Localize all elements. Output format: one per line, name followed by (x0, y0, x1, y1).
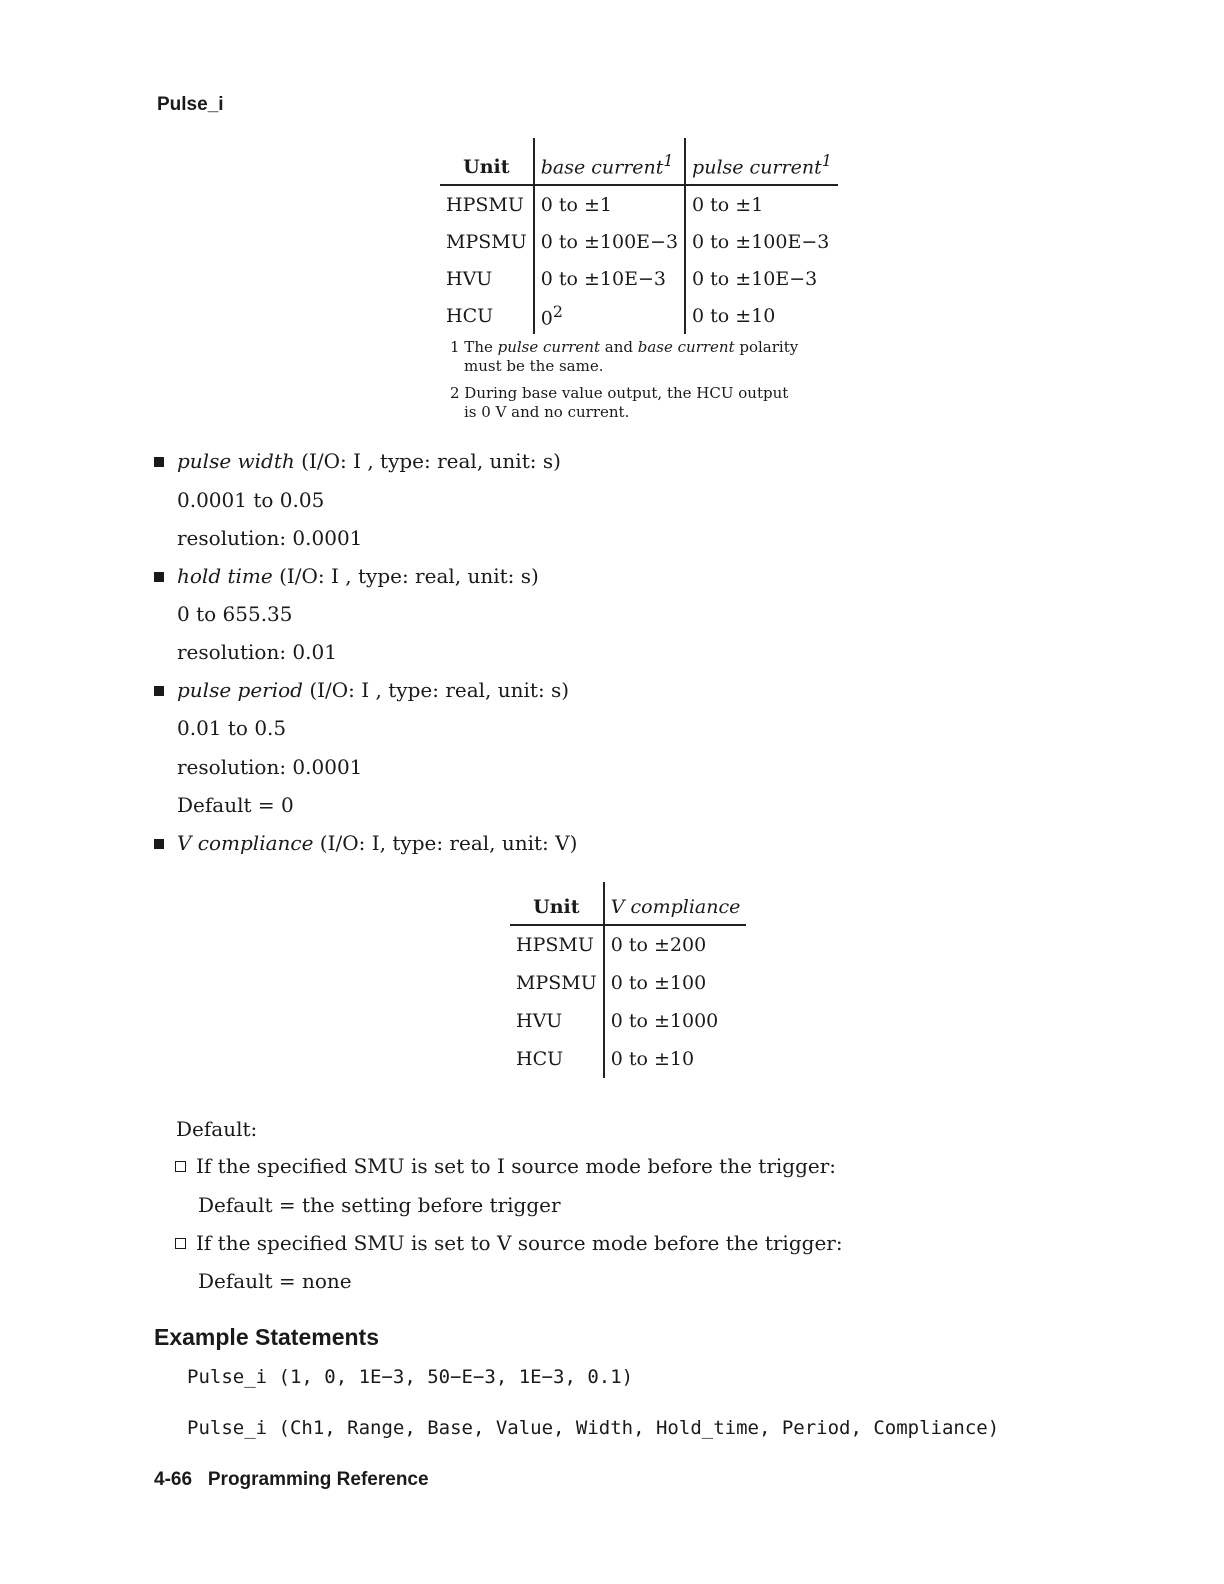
table-row (440, 297, 838, 334)
section-name: Programming Reference (207, 1469, 429, 1490)
unit-cell: HCU (446, 304, 494, 327)
unit-cell: HPSMU (446, 193, 524, 216)
default-condition-v-source: If the specified SMU is set to V source mode before the trigger: (175, 1231, 843, 1255)
footnote-ref: 2 (552, 301, 563, 321)
table-row (440, 260, 838, 297)
default-value-v-source: Default = none (198, 1269, 352, 1293)
base-current-cell: 0 to ±100E−3 (534, 223, 685, 260)
base-current-cell: $0^2$ (534, 297, 685, 334)
current-range-table (440, 138, 838, 334)
pulse-current-cell: 0 to ±1 (685, 185, 838, 223)
table-row (510, 964, 746, 1002)
unit-cell: MPSMU (446, 230, 527, 253)
default-condition-i-source: If the specified SMU is set to I source mode before the trigger: (175, 1154, 836, 1178)
param-v-compliance: V compliance (I/O: I, type: real, unit: V) (154, 831, 577, 855)
base-current-cell: 0 to ±1 (534, 185, 685, 223)
param-hold-time: hold time (I/O: I , type: real, unit: s) (154, 564, 539, 588)
pulse-width-range: 0.0001 to 0.05 (177, 488, 325, 512)
v-compliance-cell: 0 to ±1000 (604, 1002, 747, 1040)
table-row (440, 223, 838, 260)
v-compliance-cell: 0 to ±10 (604, 1040, 747, 1078)
hold-time-resolution: resolution: 0.01 (177, 640, 337, 664)
unit-cell: HVU (516, 1010, 563, 1032)
base-current-cell: 0 to ±10E−3 (534, 260, 685, 297)
param-pulse-period: pulse period (I/O: I , type: real, unit: s) (154, 678, 569, 702)
table-row (510, 1040, 746, 1078)
bullet-icon (154, 572, 164, 582)
v-compliance-cell: 0 to ±100 (604, 964, 747, 1002)
unit-cell: HCU (516, 1048, 564, 1070)
v-compliance-cell: 0 to ±200 (604, 925, 747, 964)
unit-cell: HVU (446, 267, 493, 290)
unit-cell: HPSMU (516, 934, 594, 956)
table-row (510, 1002, 746, 1040)
running-head: Pulse_i (157, 94, 224, 115)
default-value-i-source: Default = the setting before trigger (198, 1193, 561, 1217)
checkbox-bullet-icon (175, 1161, 186, 1172)
table-header-row (510, 882, 746, 925)
page-footer (154, 1469, 429, 1491)
checkbox-bullet-icon (175, 1238, 186, 1249)
pulse-current-cell: 0 to ±10 (685, 297, 838, 334)
example-code-2: Pulse_i (Ch1, Range, Base, Value, Width, Hold_time, Period, Compliance) (187, 1417, 1000, 1439)
footnote-1: 1 The pulse current and base current polarity must be the same. (450, 338, 799, 375)
v-compliance-table (510, 882, 746, 1078)
hold-time-range: 0 to 655.35 (177, 602, 293, 626)
pulse-current-header: pulse current$^1$ (685, 138, 838, 185)
pulse-current-cell: 0 to ±10E−3 (685, 260, 838, 297)
table-row (440, 185, 838, 223)
example-code-1: Pulse_i (1, 0, 1E−3, 50−E−3, 1E−3, 0.1) (187, 1366, 634, 1388)
unit-cell: MPSMU (516, 972, 597, 994)
unit-header: Unit (510, 882, 604, 925)
v-compliance-header: V compliance (604, 882, 747, 925)
pulse-width-resolution: resolution: 0.0001 (177, 526, 363, 550)
table-row (510, 925, 746, 964)
default-label: Default: (176, 1117, 258, 1141)
base-current-header: base current$^1$ (534, 138, 685, 185)
footnote-2: 2 During base value output, the HCU output is 0 V and no current. (450, 384, 789, 421)
page-number: 4-66 (154, 1469, 193, 1490)
param-pulse-width: pulse width (I/O: I , type: real, unit: s) (154, 449, 561, 473)
bullet-icon (154, 686, 164, 696)
section-heading: Example Statements (154, 1324, 379, 1350)
unit-header: Unit (440, 138, 534, 185)
pulse-period-range: 0.01 to 0.5 (177, 716, 287, 740)
table-header-row (440, 138, 838, 185)
pulse-current-cell: 0 to ±100E−3 (685, 223, 838, 260)
bullet-icon (154, 457, 164, 467)
pulse-period-default: Default = 0 (177, 793, 294, 817)
pulse-period-resolution: resolution: 0.0001 (177, 755, 363, 779)
bullet-icon (154, 839, 164, 849)
